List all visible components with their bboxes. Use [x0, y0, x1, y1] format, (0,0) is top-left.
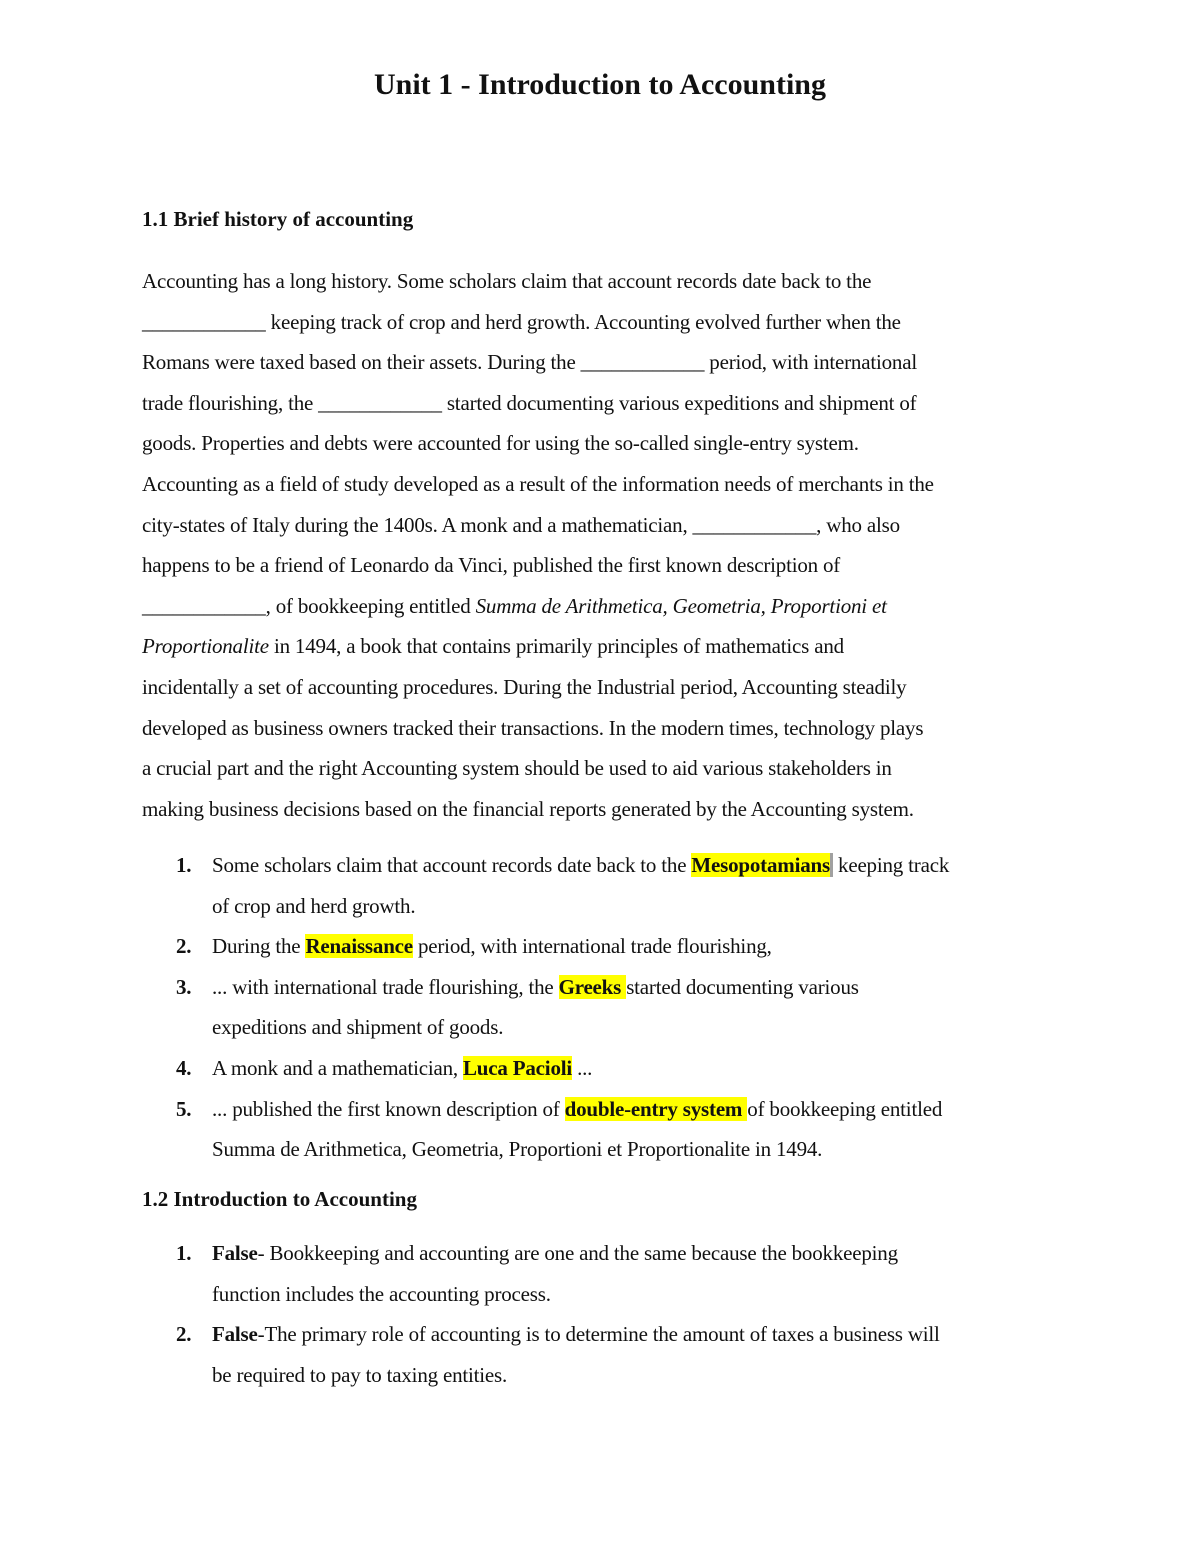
answer-line: [212, 926, 1082, 967]
answer-list: [142, 845, 1082, 1170]
paragraph-line: happens to be a friend of Leonardo da Vinci, published the first known description of: [142, 553, 841, 578]
paragraph-line: incidentally a set of accounting procedures. During the Industrial period, Accounting steadily: [142, 674, 907, 699]
answer-item: [142, 845, 1082, 926]
true-false-item: [142, 1233, 1082, 1314]
paragraph-line: [142, 586, 1062, 627]
answer-continuation: expeditions and shipment of goods.: [212, 1015, 504, 1040]
highlighted-answer: Greeks: [558, 974, 627, 999]
answer-text: A monk and a mathematician,: [212, 1055, 463, 1080]
paragraph-line: goods. Properties and debts were accounted for using the so-called single-entry system.: [142, 431, 859, 456]
list-number: 4.: [176, 1055, 192, 1080]
paragraph-line: trade flourishing, the ____________ started documenting various expeditions and shipment of: [142, 390, 917, 415]
answer-text: During the: [212, 934, 306, 959]
answer-line: [212, 845, 1082, 886]
statement-continuation: function includes the accounting process.: [212, 1281, 551, 1306]
answer-item: [142, 1048, 1082, 1089]
answer-line: [212, 1089, 1082, 1130]
page-title: Unit 1 - Introduction to Accounting: [374, 68, 826, 101]
answer-text: ... with international trade flourishing, the: [212, 974, 559, 999]
answer-line: [212, 1048, 1082, 1089]
paragraph-line: ____________ keeping track of crop and herd growth. Accounting evolved further when the: [142, 309, 901, 334]
highlighted-answer: double-entry system: [564, 1096, 748, 1121]
list-number: 2.: [176, 1322, 192, 1347]
answer-text: period, with international trade flourishing,: [412, 934, 772, 959]
paragraph-line: [142, 626, 1062, 667]
answer-continuation: of crop and herd growth.: [212, 893, 416, 918]
history-paragraph: [142, 261, 1062, 829]
paragraph-line: making business decisions based on the financial reports generated by the Accounting system.: [142, 796, 914, 821]
paragraph-line: city-states of Italy during the 1400s. A monk and a mathematician, ____________, who also: [142, 512, 900, 537]
book-title-italic: Proportionalite: [142, 634, 269, 659]
answer-text: started documenting various: [626, 974, 859, 999]
list-number: 1.: [176, 853, 192, 877]
true-false-line: [212, 1314, 1082, 1355]
verdict-label: False: [212, 1322, 258, 1347]
paragraph-line: Accounting has a long history. Some scholars claim that account records date back to the: [142, 269, 872, 293]
paragraph-line: a crucial part and the right Accounting system should be used to aid various stakeholders in: [142, 756, 892, 781]
true-false-item: [142, 1314, 1082, 1395]
answer-text: of bookkeeping entitled: [747, 1096, 943, 1121]
answer-text: keeping track: [832, 853, 950, 877]
true-false-line: [212, 1233, 1082, 1274]
verdict-label: False: [212, 1241, 258, 1265]
list-number: 1.: [176, 1241, 192, 1265]
answer-item: [142, 967, 1082, 1048]
statement-text: - Bookkeeping and accounting are one and the same because the bookkeeping: [257, 1241, 898, 1265]
paragraph-text: ____________, of bookkeeping entitled: [142, 593, 476, 618]
list-number: 3.: [176, 974, 192, 999]
answer-text: ...: [572, 1055, 593, 1080]
section-heading-intro-accounting: 1.2 Introduction to Accounting: [142, 1187, 417, 1211]
statement-continuation: be required to pay to taxing entities.: [212, 1362, 508, 1387]
answer-text: ... published the first known description of: [212, 1096, 565, 1121]
true-false-list: [142, 1233, 1082, 1395]
highlighted-answer: Renaissance: [305, 934, 413, 959]
section-heading-brief-history: 1.1 Brief history of accounting: [142, 207, 414, 231]
paragraph-line: Romans were taxed based on their assets. During the ____________ period, with international: [142, 350, 917, 375]
answer-item: [142, 926, 1082, 967]
list-number: 2.: [176, 934, 192, 959]
answer-text: Some scholars claim that account records date back to the: [212, 853, 692, 877]
list-number: 5.: [176, 1096, 192, 1121]
answer-line: [212, 967, 1082, 1008]
book-title-italic: Summa de Arithmetica, Geometria, Proportioni et: [475, 593, 887, 618]
statement-text: -The primary role of accounting is to determine the amount of taxes a business will: [257, 1322, 940, 1347]
answer-continuation: Summa de Arithmetica, Geometria, Proportioni et Proportionalite in 1494.: [212, 1137, 823, 1162]
paragraph-line: Accounting as a field of study developed as a result of the information needs of merchants in the: [142, 471, 934, 496]
paragraph-line: developed as business owners tracked their transactions. In the modern times, technology plays: [142, 715, 924, 740]
paragraph-text: in 1494, a book that contains primarily principles of mathematics and: [268, 634, 844, 659]
answer-item: [142, 1089, 1082, 1170]
highlighted-answer: Mesopotamians: [691, 853, 833, 877]
highlighted-answer: Luca Pacioli: [463, 1055, 573, 1080]
